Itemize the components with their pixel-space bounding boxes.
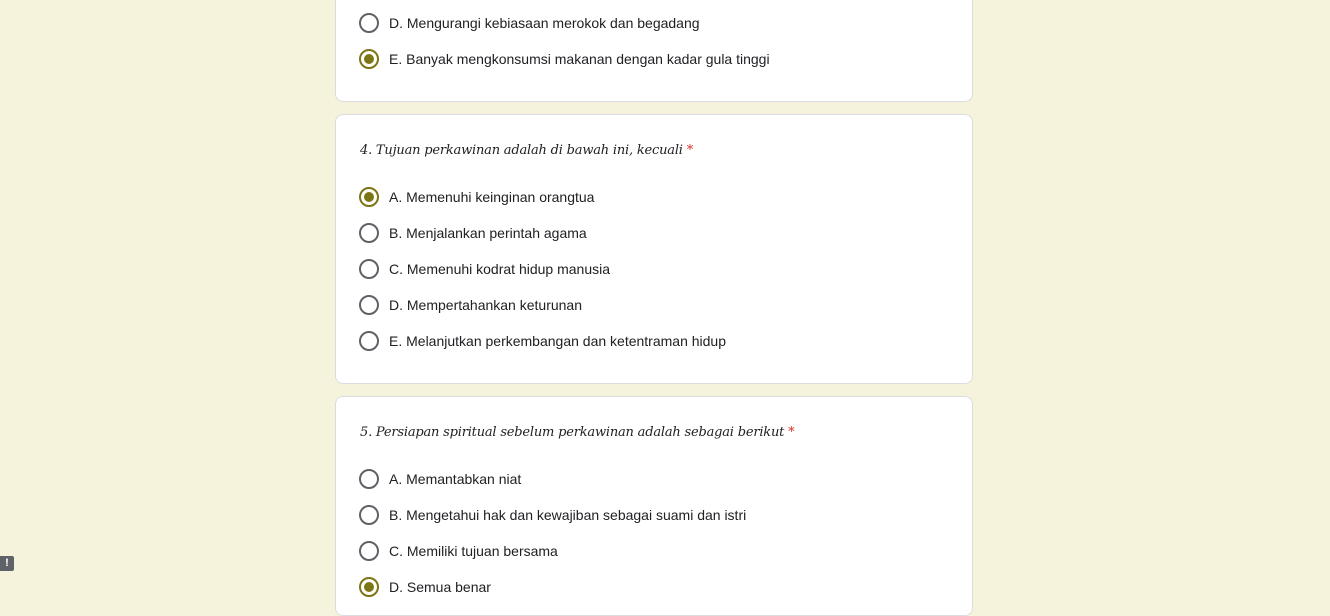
option-label: A. Memantabkan niat bbox=[389, 471, 522, 487]
question-title-text: 5. Persiapan spiritual sebelum perkawinan adalah sebagai berikut bbox=[360, 425, 785, 440]
radio-button[interactable] bbox=[359, 223, 379, 243]
radio-button[interactable] bbox=[359, 187, 379, 207]
radio-option-3-d[interactable] bbox=[359, 12, 700, 34]
feedback-icon[interactable]: ! bbox=[0, 556, 14, 571]
question-title-text: 4. Tujuan perkawinan adalah di bawah ini, kecuali bbox=[360, 143, 683, 158]
option-label: C. Memiliki tujuan bersama bbox=[389, 543, 558, 559]
option-label: B. Mengetahui hak dan kewajiban sebagai suami dan istri bbox=[389, 507, 747, 523]
option-label: C. Memenuhi kodrat hidup manusia bbox=[389, 261, 611, 277]
radio-option-5-c[interactable] bbox=[359, 540, 558, 562]
radio-button[interactable] bbox=[359, 541, 379, 561]
radio-button[interactable] bbox=[359, 259, 379, 279]
option-label: A. Memenuhi keinginan orangtua bbox=[389, 189, 595, 205]
radio-button[interactable] bbox=[359, 577, 379, 597]
radio-option-5-a[interactable] bbox=[359, 468, 521, 490]
option-label: B. Menjalankan perintah agama bbox=[389, 225, 587, 241]
radio-option-5-d[interactable] bbox=[359, 576, 491, 598]
question-title bbox=[360, 425, 794, 440]
question-card-4 bbox=[335, 114, 973, 384]
radio-option-3-e[interactable] bbox=[359, 48, 770, 70]
option-label: E. Melanjutkan perkembangan dan ketentraman hidup bbox=[389, 333, 726, 349]
option-label: D. Mempertahankan keturunan bbox=[389, 297, 582, 313]
question-title bbox=[360, 143, 693, 158]
radio-option-5-b[interactable] bbox=[359, 504, 746, 526]
radio-button[interactable] bbox=[359, 469, 379, 489]
question-card-5 bbox=[335, 396, 973, 616]
option-label: D. Mengurangi kebiasaan merokok dan begadang bbox=[389, 15, 700, 31]
option-label: D. Semua benar bbox=[389, 579, 491, 595]
radio-option-4-d[interactable] bbox=[359, 294, 582, 316]
radio-option-4-b[interactable] bbox=[359, 222, 587, 244]
required-asterisk: * bbox=[686, 143, 694, 158]
radio-button[interactable] bbox=[359, 295, 379, 315]
radio-option-4-e[interactable] bbox=[359, 330, 726, 352]
question-card-3 bbox=[335, 0, 973, 102]
option-label: E. Banyak mengkonsumsi makanan dengan kadar gula tinggi bbox=[389, 51, 770, 67]
radio-option-4-a[interactable] bbox=[359, 186, 594, 208]
radio-button[interactable] bbox=[359, 13, 379, 33]
radio-button[interactable] bbox=[359, 49, 379, 69]
radio-button[interactable] bbox=[359, 331, 379, 351]
radio-option-4-c[interactable] bbox=[359, 258, 610, 280]
radio-button[interactable] bbox=[359, 505, 379, 525]
required-asterisk: * bbox=[788, 425, 795, 440]
